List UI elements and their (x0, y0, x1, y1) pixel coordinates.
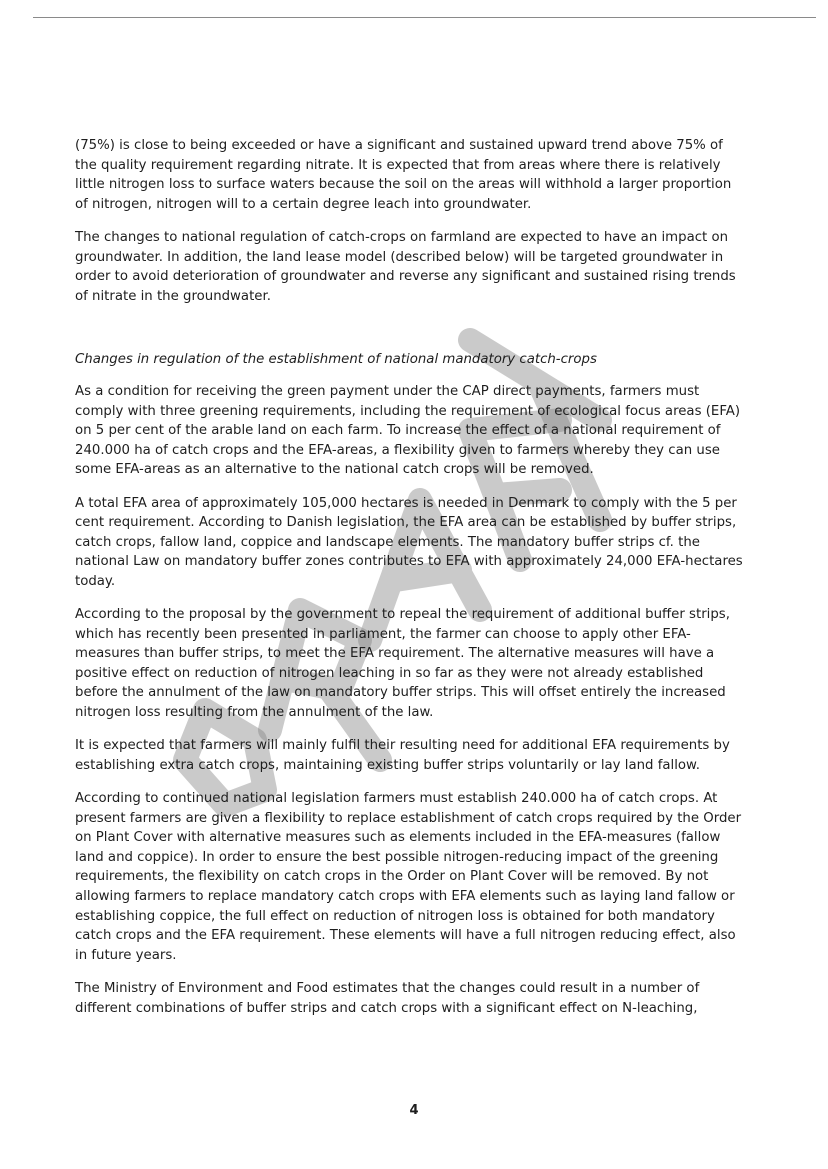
paragraph: A total EFA area of approximately 105,000 hectares is needed in Denmark to comply with the 5 per cent requirement. According to Danish legislation, the EFA area can be established by buffer strips, catch crops, fallow land, coppice and landscape elements. The mandatory buffer strips cf. the national Law on mandatory buffer zones contributes to EFA with approximately 24,000 EFA-hectares today. (75, 495, 743, 589)
document-body (75, 136, 745, 1032)
paragraph: As a condition for receiving the green payment under the CAP direct payments, farmers must comply with three greening requirements, including the requirement of ecological focus areas (EFA) on 5 per cent of the arable land on each farm. To increase the effect of a national requirement of 240.000 ha of catch crops and the EFA-areas, a flexibility given to farmers whereby they can use some EFA-areas as an alternative to the national catch crops will be removed. (75, 383, 741, 478)
paragraph: The changes to national regulation of catch-crops on farmland are expected to have an impact on groundwater. In addition, the land lease model (described below) will be targeted groundwater in order to avoid deterioration of groundwater and reverse any significant and sustained rising trends of nitrate in the groundwater. (75, 229, 736, 304)
page-number: 4 (409, 1103, 419, 1118)
paragraph: It is expected that farmers will mainly fulfil their resulting need for additional EFA requirements by establishing extra catch crops, maintaining existing buffer strips voluntarily or lay land fallow. (75, 738, 730, 773)
section-heading: Changes in regulation of the establishment of national mandatory catch-crops (75, 352, 597, 368)
paragraph: (75%) is close to being exceeded or have a significant and sustained upward trend above 75% of the quality requirement regarding nitrate. It is expected that from areas where there is relatively little nitrogen loss to surface waters because the soil on the areas will withhold a larger proportion of nitrogen, nitrogen will to a certain degree leach into groundwater. (75, 138, 732, 212)
paragraph: According to continued national legislation farmers must establish 240.000 ha of catch crops. At present farmers are given a flexibility to replace establishment of catch crops required by the Order on Plant Cover with alternative measures such as elements included in the EFA-measures (fallow land and coppice). In order to ensure the best possible nitrogen-reducing impact of the greening requirements, the flexibility on catch crops in the Order on Plant Cover will be removed. By not allowing farmers to replace mandatory catch crops with EFA elements such as laying land fallow or establishing coppice, the full effect on reduction of nitrogen loss is obtained for both mandatory catch crops and the EFA requirement. These elements will have a full nitrogen reducing effect, also in future years. (75, 791, 742, 963)
header-rule (33, 17, 816, 18)
paragraph: According to the proposal by the government to repeal the requirement of additional buffer strips, which has recently been presented in parliament, the farmer can choose to apply other EFA-measures than buffer strips, to meet the EFA requirement. The alternative measures will have a positive effect on reduction of nitrogen leaching in so far as they were not already established before the annulment of the law on mandatory buffer strips. This will offset entirely the increased nitrogen loss resulting from the annulment of the law. (75, 607, 730, 721)
paragraph: The Ministry of Environment and Food estimates that the changes could result in a number of different combinations of buffer strips and catch crops with a significant effect on N-leaching, (75, 980, 700, 1016)
